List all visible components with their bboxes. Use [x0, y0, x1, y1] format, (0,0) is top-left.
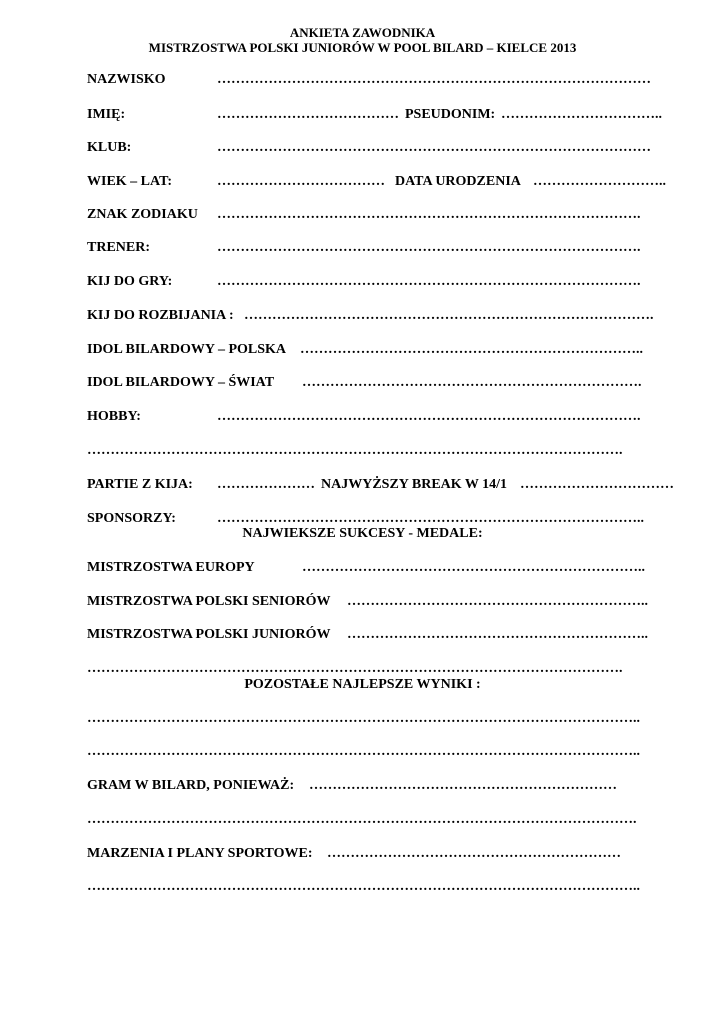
field-blank[interactable]: ………………………………………………………………………………… [217, 72, 651, 87]
field-label: SPONSORZY: [87, 511, 176, 526]
field-blank[interactable]: ……………………………………………………….. [347, 627, 648, 642]
field-label-data-urodzenia: DATA URODZENIA [395, 174, 521, 189]
field-blank[interactable]: ……………………………………………………………………………………………………….. [87, 711, 640, 726]
field-label-najwyzszy-break: NAJWYŻSZY BREAK W 14/1 [321, 477, 508, 492]
field-blank-najwyzszy-break[interactable]: …………………………… [520, 477, 674, 492]
field-blank[interactable]: ……………………………………………………………………………………………………. [87, 661, 623, 676]
field-label: MISTRZOSTWA POLSKI SENIORÓW [87, 594, 331, 609]
field-label: TRENER: [87, 240, 151, 255]
field-blank[interactable]: ………………………………………………………………. [302, 375, 642, 390]
field-label: MISTRZOSTWA EUROPY [87, 560, 255, 575]
section-heading-pozostale: POZOSTAŁE NAJLEPSZE WYNIKI : [244, 677, 481, 692]
field-blank[interactable]: ………………… [217, 477, 315, 492]
field-label: IDOL BILARDOWY – POLSKA [87, 342, 287, 357]
field-label: MISTRZOSTWA POLSKI JUNIORÓW [87, 627, 331, 642]
field-blank[interactable]: ………………………………………………………………………………. [217, 240, 641, 255]
field-blank[interactable]: ………………………………………………………………………………. [217, 207, 641, 222]
field-label: NAZWISKO [87, 72, 166, 87]
field-label: KIJ DO GRY: [87, 274, 173, 289]
field-blank[interactable]: ………………………………………………………………………………. [217, 274, 641, 289]
field-blank[interactable]: ……………………………… [217, 174, 385, 189]
field-label: KLUB: [87, 140, 132, 155]
form-subtitle: MISTRZOSTWA POLSKI JUNIORÓW W POOL BILARD – KIELCE 2013 [148, 40, 577, 55]
field-blank[interactable]: ……………………………………………………………….. [302, 560, 645, 575]
section-heading-medale: NAJWIEKSZE SUKCESY - MEDALE: [242, 526, 483, 541]
field-blank[interactable]: ………………………………………………………………………………. [217, 409, 641, 424]
field-label-pseudonim: PSEUDONIM: [405, 107, 496, 122]
field-blank-data-urodzenia[interactable]: ……………………….. [533, 174, 666, 189]
field-label: HOBBY: [87, 409, 141, 424]
field-label: ZNAK ZODIAKU [87, 207, 198, 222]
field-label: PARTIE Z KIJA: [87, 477, 193, 492]
field-blank[interactable]: ……………………………………………………… [327, 846, 621, 861]
field-label: KIJ DO ROZBIJANIA : [87, 308, 234, 323]
field-label: IMIĘ: [87, 107, 126, 122]
field-blank[interactable]: ………………………………… [217, 107, 399, 122]
field-blank[interactable]: ………………………………………………………………………………… [217, 140, 651, 155]
field-blank[interactable]: ……………………………………………………………………………………………………. [87, 443, 623, 458]
field-label: MARZENIA I PLANY SPORTOWE: [87, 846, 313, 861]
field-blank[interactable]: ……………………………………………………………………………. [244, 308, 654, 323]
field-blank[interactable]: ………………………………………………………………………………………………………. [87, 812, 637, 827]
field-blank[interactable]: ……………………………………………………………………………………………………….. [87, 879, 640, 894]
field-blank[interactable]: ……………………………………………………………….. [300, 342, 643, 357]
field-blank[interactable]: ………………………………………………………… [309, 778, 617, 793]
field-label: GRAM W BILARD, PONIEWAŻ: [87, 778, 295, 793]
form-title: ANKIETA ZAWODNIKA [289, 25, 436, 40]
field-blank[interactable]: ……………………………………………………………………………………………………….. [87, 744, 640, 759]
field-label: IDOL BILARDOWY – ŚWIAT [87, 375, 275, 390]
field-blank[interactable]: ……………………………………………………….. [347, 594, 648, 609]
field-blank[interactable]: ……………………………………………………………………………….. [217, 511, 644, 526]
field-blank-pseudonim[interactable]: …………………………….. [501, 107, 662, 122]
field-label: WIEK – LAT: [87, 174, 173, 189]
